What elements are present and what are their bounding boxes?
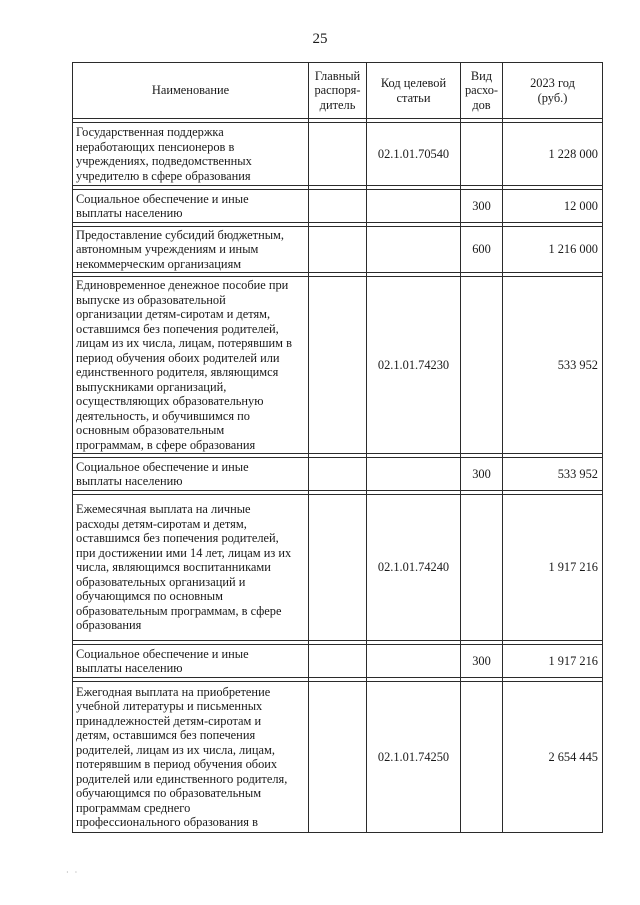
cell-code	[367, 458, 461, 491]
cell-name-line: образовательных организаций и	[76, 574, 246, 589]
cell-code: 02.1.01.74230	[367, 277, 461, 454]
cell-name-line: учебной литературы и письменных	[76, 699, 263, 713]
table-row	[73, 495, 603, 641]
cell-name-line: выплаты населению	[76, 661, 183, 675]
cell-name-line: Единовременное денежное пособие при	[76, 278, 289, 292]
cell-name	[73, 123, 309, 186]
cell-name-line: родителей, лицам из их числа, лицам,	[76, 742, 275, 757]
cell-name-line: детям, оставшимся без попечения	[76, 728, 256, 742]
cell-code: 02.1.01.70540	[367, 123, 461, 186]
table-row	[73, 123, 603, 186]
cell-name-line: Государственная поддержка	[76, 125, 224, 139]
cell-amount: 1 917 216	[503, 645, 603, 678]
cell-name-line: организации детям-сиротам и детям,	[76, 307, 271, 321]
cell-code: 02.1.01.74240	[367, 495, 461, 641]
cell-name-line: Ежемесячная выплата на личные	[76, 502, 251, 517]
cell-amount: 1 216 000	[503, 227, 603, 273]
page-number: 25	[312, 31, 328, 47]
cell-name-line: учредителю в сфере образования	[76, 168, 251, 183]
cell-name-line: родителей или единственного родителя,	[76, 771, 288, 786]
cell-name-line: единственного родителя, являющимся	[76, 365, 279, 379]
table-row	[73, 190, 603, 223]
cell-amount: 1 228 000	[503, 123, 603, 186]
cell-name-line: период обучения обоих родителей или	[76, 350, 280, 365]
cell-manager	[309, 682, 367, 833]
cell-name-line: Предоставление субсидий бюджетным,	[76, 227, 284, 242]
cell-name-line: принадлежностей детям-сиротам и	[76, 713, 262, 728]
cell-name	[73, 190, 309, 223]
cell-name-line: образовательным программам, в сфере	[76, 603, 282, 618]
cell-code: 02.1.01.74250	[367, 682, 461, 833]
cell-amount: 533 952	[503, 277, 603, 454]
table-body	[73, 119, 603, 833]
cell-name-line: выплаты населению	[76, 474, 183, 488]
cell-manager	[309, 227, 367, 273]
cell-name-line: выплаты населению	[76, 206, 183, 220]
table-row	[73, 458, 603, 491]
cell-name-line: учреждениях, подведомственных	[76, 154, 252, 168]
cell-name-line: деятельность, и обучившимся по	[76, 408, 250, 423]
cell-name-line: выпуске из образовательной	[76, 292, 226, 307]
cell-name-line: программам среднего	[76, 800, 191, 815]
header-kind: Вид расхо- дов	[461, 63, 503, 119]
cell-code	[367, 645, 461, 678]
cell-name-line: обучающимся по основным	[76, 589, 223, 604]
cell-code	[367, 227, 461, 273]
budget-table	[72, 62, 603, 833]
cell-name-line: выпускниками организаций,	[76, 379, 227, 394]
cell-name-line: обучающимся по образовательным	[76, 786, 262, 800]
table-row	[73, 277, 603, 454]
cell-name-line: Социальное обеспечение и иные	[76, 646, 249, 661]
cell-name-line: образования	[76, 618, 142, 633]
cell-name-line: оставшимся без попечения родителей,	[76, 531, 279, 546]
cell-kind: 300	[461, 190, 503, 223]
cell-kind	[461, 682, 503, 833]
cell-name-line: лицам из их числа, лицам, потерявшим в	[76, 336, 292, 350]
table-row	[73, 227, 603, 273]
header-name: Наименование	[73, 63, 309, 119]
cell-kind: 300	[461, 458, 503, 491]
cell-name-line: осуществляющих образовательную	[76, 394, 264, 408]
cell-name	[73, 277, 309, 454]
cell-amount: 12 000	[503, 190, 603, 223]
cell-kind: 600	[461, 227, 503, 273]
cell-amount: 1 917 216	[503, 495, 603, 641]
cell-manager	[309, 495, 367, 641]
cell-manager	[309, 458, 367, 491]
cell-name	[73, 682, 309, 833]
cell-name-line: некоммерческим организациям	[76, 256, 242, 271]
cell-name	[73, 495, 309, 641]
cell-name-line: оставшимся без попечения родителей,	[76, 321, 279, 336]
cell-manager	[309, 277, 367, 454]
cell-name-line: Социальное обеспечение и иные	[76, 191, 249, 206]
cell-kind	[461, 123, 503, 186]
cell-manager	[309, 190, 367, 223]
table-row	[73, 682, 603, 833]
cell-kind	[461, 495, 503, 641]
cell-amount: 2 654 445	[503, 682, 603, 833]
cell-name-line: Социальное обеспечение и иные	[76, 459, 249, 474]
cell-name	[73, 458, 309, 491]
cell-code	[367, 190, 461, 223]
cell-manager	[309, 123, 367, 186]
table-row	[73, 645, 603, 678]
header-manager: Главный распоря- дитель	[309, 63, 367, 119]
cell-manager	[309, 645, 367, 678]
cell-name-line: основным образовательным	[76, 423, 225, 437]
cell-name-line: профессионального образования в	[76, 815, 258, 829]
table-header-row	[73, 63, 603, 119]
cell-kind: 300	[461, 645, 503, 678]
cell-name-line: потерявшим в период обучения обоих	[76, 757, 278, 771]
cell-name-line: расходы детям-сиротам и детям,	[76, 516, 247, 531]
cell-name-line: программам, в сфере образования	[76, 437, 256, 452]
cell-name-line: автономным учреждениям и иным	[76, 242, 259, 257]
cell-name-line: числа, являющимся воспитанниками	[76, 560, 271, 575]
cell-name-line: при достижении ими 14 лет, лицам из их	[76, 545, 292, 560]
cell-amount: 533 952	[503, 458, 603, 491]
cell-name-line: неработающих пенсионеров в	[76, 139, 235, 154]
cell-name	[73, 645, 309, 678]
cell-name-line: Ежегодная выплата на приобретение	[76, 684, 271, 699]
scan-specks: · ·	[66, 868, 80, 877]
cell-name	[73, 227, 309, 273]
header-amount: 2023 год (руб.)	[503, 63, 603, 119]
cell-kind	[461, 277, 503, 454]
header-code: Код целевой статьи	[367, 63, 461, 119]
